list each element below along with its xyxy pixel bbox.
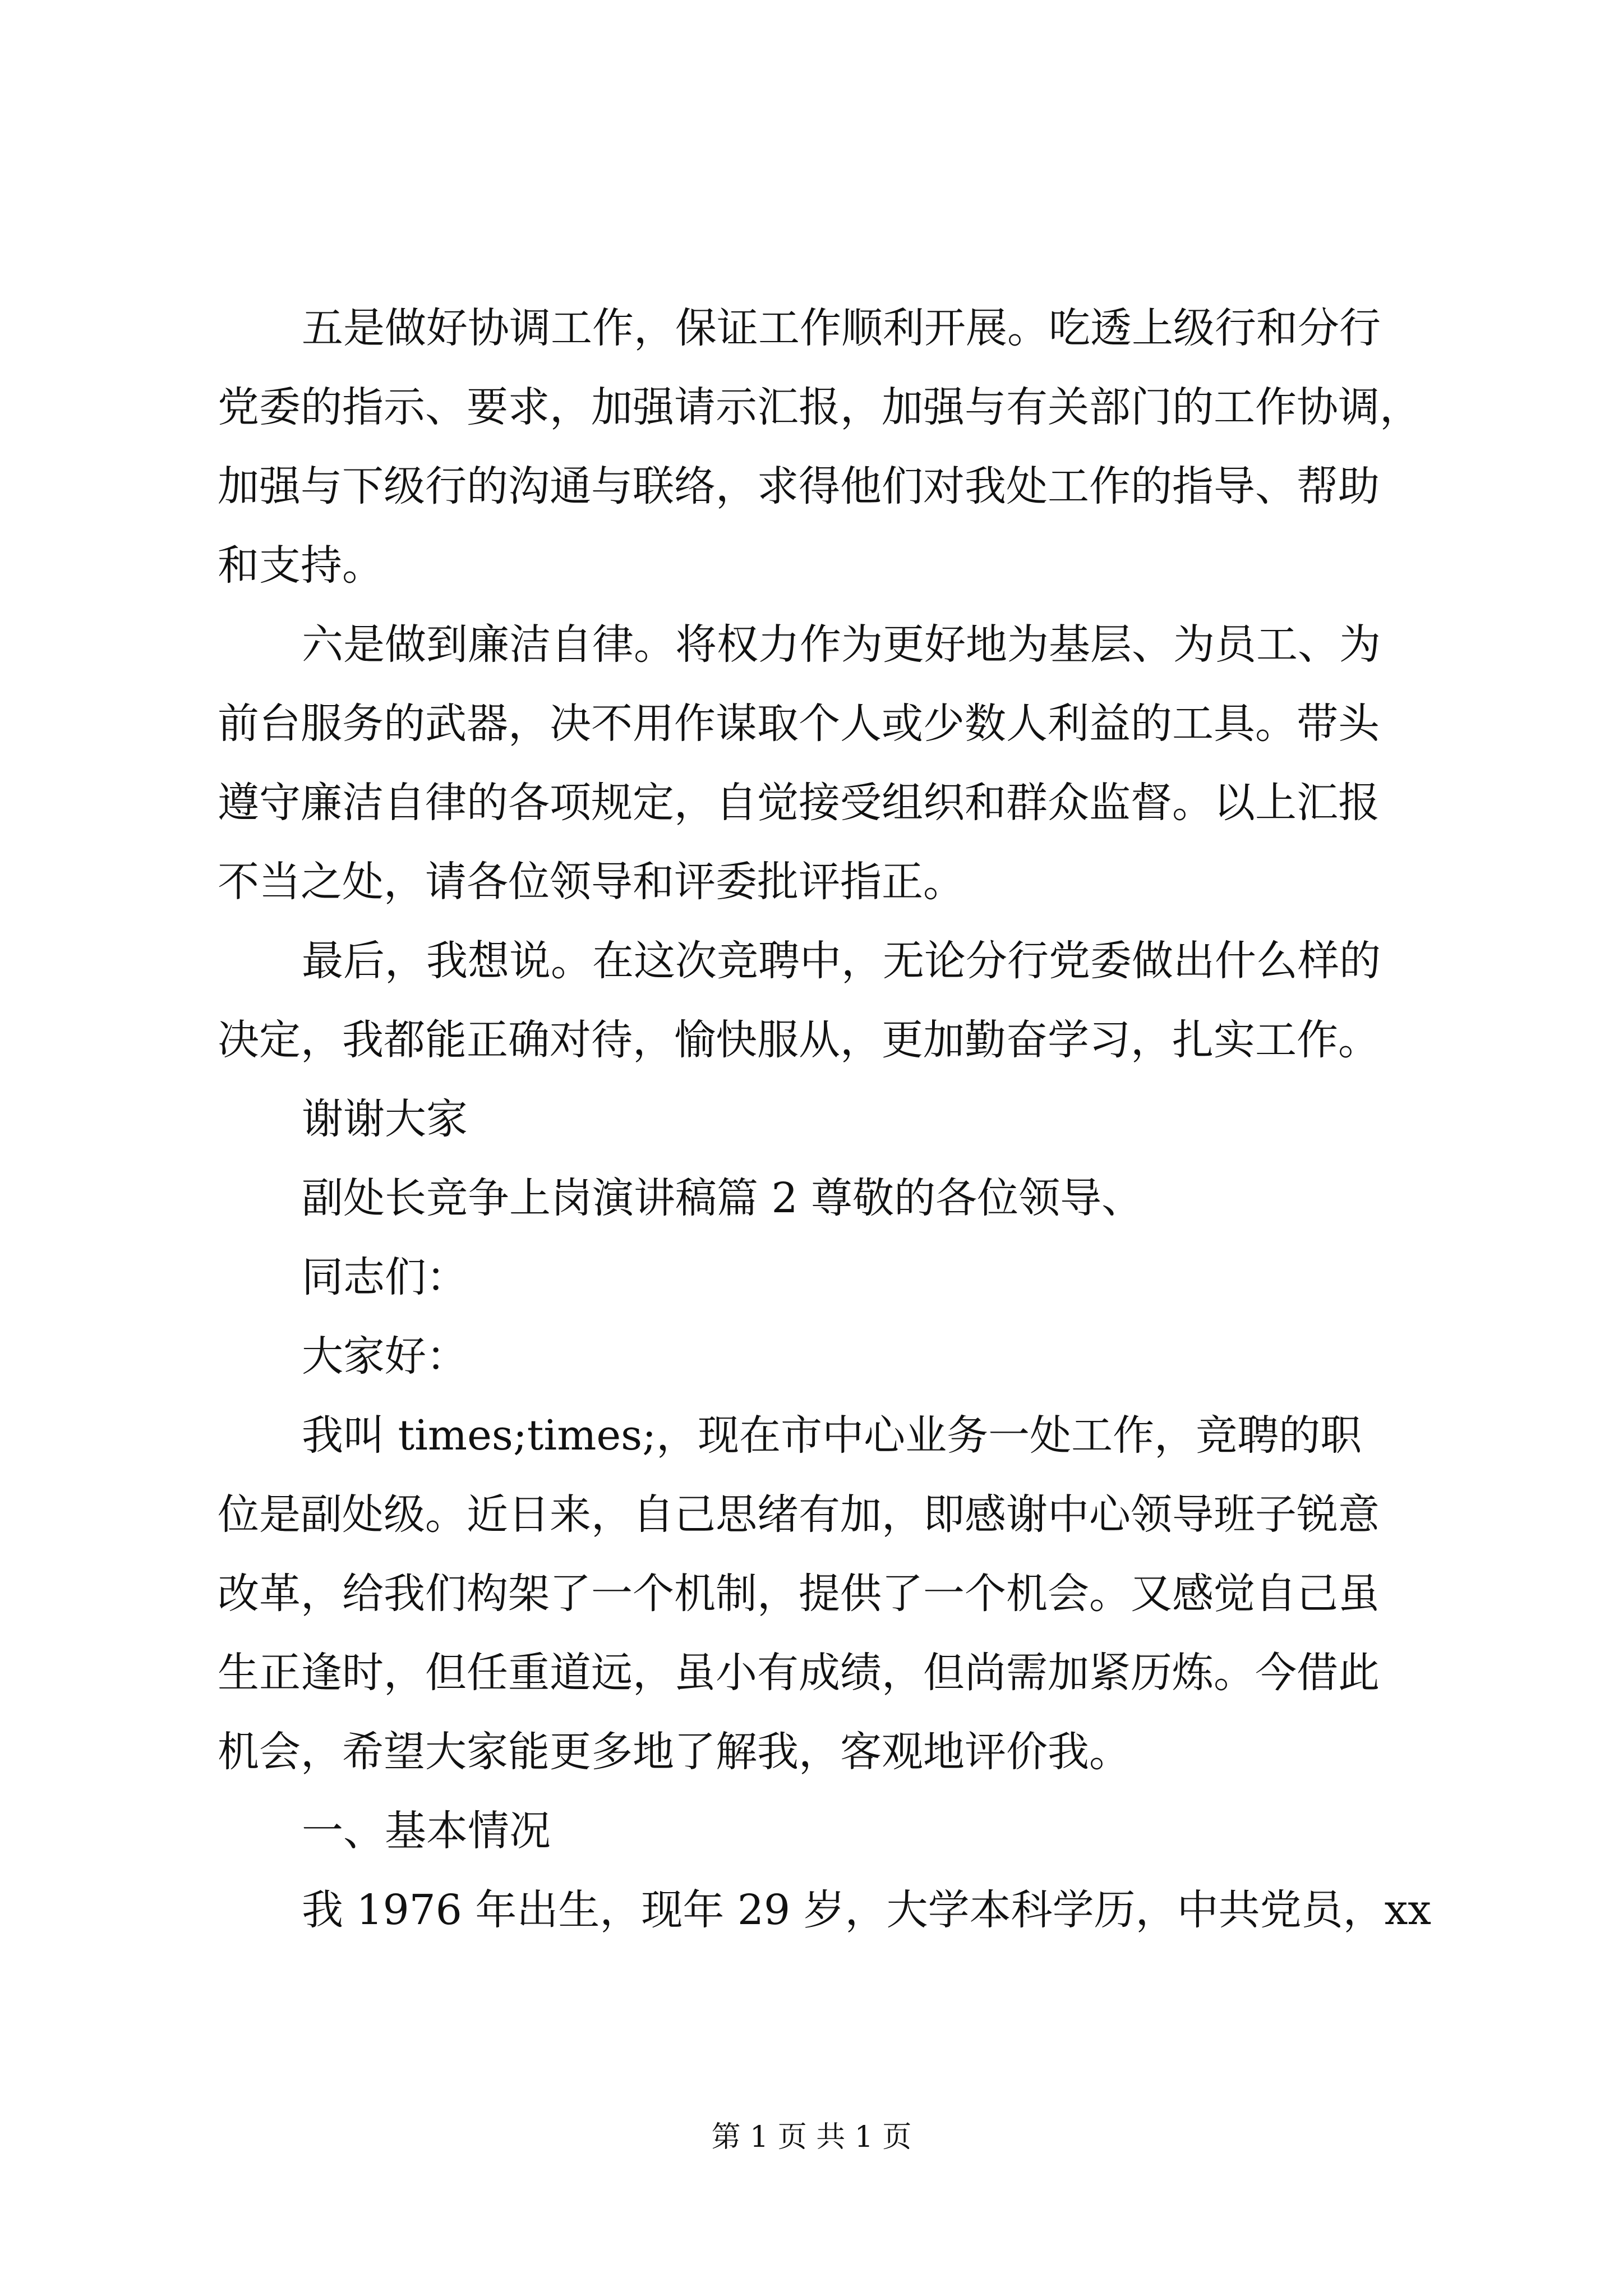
paragraph-line: 和支持。 — [218, 541, 384, 590]
paragraph-line: 党委的指示、要求，加强请示汇报，加强与有关部门的工作协调， — [218, 383, 1421, 431]
page-footer: 第 1 页 共 1 页 — [711, 2120, 912, 2154]
paragraph-line: 五是做好协调工作，保证工作顺利开展。吃透上级行和分行 — [302, 304, 1381, 352]
paragraph-line: 位是副处级。近日来，自己思绪有加，即感谢中心领导班子锐意 — [218, 1490, 1380, 1539]
paragraph-line: 大家好： — [302, 1332, 468, 1381]
paragraph-line: 副处长竞争上岗演讲稿篇 2 尊敬的各位领导、 — [302, 1174, 1144, 1222]
paragraph-line: 不当之处，请各位领导和评委批评指正。 — [218, 858, 965, 906]
paragraph-line: 最后，我想说。在这次竞聘中，无论分行党委做出什么样的 — [302, 937, 1381, 985]
paragraph-line: 我 1976 年出生，现年 29 岁，大学本科学历，中共党员，xx — [302, 1886, 1432, 1934]
paragraph-line: 谢谢大家 — [302, 1095, 468, 1143]
paragraph-line: 机会，希望大家能更多地了解我，客观地评价我。 — [218, 1728, 1131, 1776]
paragraph-line: 加强与下级行的沟通与联络，求得他们对我处工作的指导、帮助 — [218, 462, 1380, 510]
paragraph-line: 前台服务的武器，决不用作谋取个人或少数人利益的工具。带头 — [218, 700, 1380, 748]
paragraph-line: 生正逢时，但任重道远，虽小有成绩，但尚需加紧历炼。今借此 — [218, 1649, 1380, 1697]
paragraph-line: 遵守廉洁自律的各项规定，自觉接受组织和群众监督。以上汇报 — [218, 779, 1380, 827]
section-heading: 一、基本情况 — [302, 1807, 551, 1855]
paragraph-line: 改革，给我们构架了一个机制，提供了一个机会。又感觉自己虽 — [218, 1570, 1380, 1618]
paragraph-line: 同志们： — [302, 1253, 468, 1301]
paragraph-line: 决定，我都能正确对待，愉快服从，更加勤奋学习，扎实工作。 — [218, 1016, 1380, 1064]
paragraph-line: 我叫 times;times;，现在市中心业务一处工作，竞聘的职 — [302, 1411, 1362, 1460]
paragraph-line: 六是做到廉洁自律。将权力作为更好地为基层、为员工、为 — [302, 620, 1381, 669]
